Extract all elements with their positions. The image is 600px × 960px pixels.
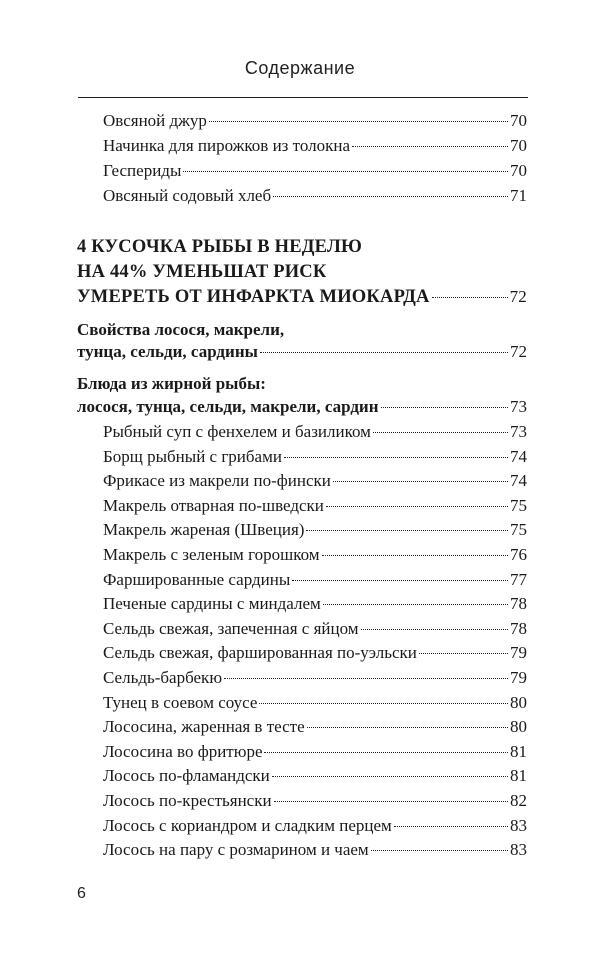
section-title-line: Блюда из жирной рыбы:: [77, 374, 266, 393]
toc-entry: [103, 186, 527, 206]
toc-entry: [103, 717, 527, 737]
toc-entry: [103, 791, 527, 811]
toc-entry-title: Начинка для пирожков из толокна: [103, 136, 351, 155]
chapter-title-line: УМЕРЕТЬ ОТ ИНФАРКТА МИОКАРДА: [77, 287, 430, 307]
dot-leader: [381, 407, 508, 408]
dot-leader: [419, 653, 508, 654]
section-title-line: тунца, сельди, сардины: [77, 342, 258, 361]
dot-leader: [274, 801, 508, 802]
dot-leader: [307, 727, 508, 728]
chapter-page: 72: [509, 287, 527, 306]
toc-entry-title: Лосось по-крестьянски: [103, 791, 272, 810]
toc-entry-page: 80: [510, 692, 527, 712]
section-entry: [77, 342, 527, 362]
toc-entry: [103, 471, 527, 491]
dot-leader: [272, 776, 508, 777]
toc-entry-page: 75: [510, 520, 527, 540]
toc-entry-page: 70: [510, 111, 527, 130]
dot-leader: [273, 196, 508, 197]
dot-leader: [264, 752, 508, 753]
toc-entry-page: 79: [510, 668, 527, 687]
toc-entry-page: 79: [510, 643, 527, 663]
dot-leader: [371, 850, 508, 851]
toc-entry-title: Лососина во фритюре: [103, 741, 263, 761]
toc-entry: [103, 111, 527, 131]
toc-entry-title: Тунец в соевом соусе: [103, 692, 258, 712]
toc-entry: [103, 840, 527, 860]
toc-entry: [103, 447, 527, 467]
toc-entry-title: Лососина, жаренная в тесте: [103, 717, 305, 737]
dot-leader: [284, 457, 508, 458]
dot-leader: [394, 826, 508, 827]
toc-entry-title: Сельдь свежая, запеченная с яйцом: [103, 618, 359, 638]
toc-entry-title: Макрель жареная (Швеция): [103, 520, 305, 540]
toc-entry-page: 74: [510, 446, 527, 466]
dot-leader: [260, 352, 508, 353]
toc-entry-title: Сельдь свежая, фаршированная по-уэльски: [103, 643, 417, 663]
section-entry: [77, 397, 527, 417]
toc-entry: [103, 570, 527, 590]
toc-entry-page: 73: [510, 422, 527, 441]
toc-entry-title: Фрикасе из макрели по-фински: [103, 471, 331, 491]
toc-entry-page: 82: [510, 791, 527, 810]
toc-entry-page: 83: [510, 815, 527, 835]
toc-entry-title: Макрель отварная по-шведски: [103, 495, 324, 515]
dot-leader: [322, 555, 508, 556]
toc-entry-title: Лосось на пару с розмарином и чаем: [103, 840, 369, 860]
toc-entry-title: Фаршированные сардины: [103, 569, 291, 589]
section-title-line: лосося, тунца, сельди, макрели, сардин: [77, 397, 379, 416]
dot-leader: [209, 121, 508, 122]
toc-entry-page: 70: [510, 161, 527, 180]
dot-leader: [352, 146, 508, 147]
dot-leader: [432, 297, 508, 298]
section-title-line: Свойства лосося, макрели,: [77, 320, 285, 339]
toc-entry-page: 78: [510, 594, 527, 614]
dot-leader: [183, 171, 508, 172]
toc-entry-title: Геспериды: [103, 161, 182, 180]
toc-entry-page: 70: [510, 136, 527, 155]
toc-entry: [103, 643, 527, 663]
chapter-title-line: 4 КУСОЧКА РЫБЫ В НЕДЕЛЮ: [77, 237, 362, 257]
dot-leader: [292, 580, 508, 581]
toc-entry: [103, 668, 527, 688]
dot-leader: [323, 604, 508, 605]
chapter-title-line: НА 44% УМЕНЬШАТ РИСК: [77, 262, 327, 282]
toc-entry-page: 77: [510, 569, 527, 589]
toc-entry-page: 71: [510, 186, 527, 205]
toc-entry-page: 74: [510, 471, 527, 491]
toc-entry-page: 75: [510, 495, 527, 515]
toc-entry-title: Борщ рыбный с грибами: [103, 446, 282, 466]
dot-leader: [224, 678, 508, 679]
toc-entry: [103, 594, 527, 614]
toc-entry-page: 76: [510, 545, 527, 564]
toc-entry-title: Печеные сардины с миндалем: [103, 594, 321, 614]
toc-entry-title: Овсяной джур: [103, 111, 207, 130]
toc-entry-page: 81: [510, 741, 527, 761]
dot-leader: [373, 432, 508, 433]
toc-entry: [103, 496, 527, 516]
toc-entry-title: Лосось по-фламандски: [103, 766, 270, 786]
chapter-entry: [77, 287, 527, 308]
toc-entry: [103, 422, 527, 442]
toc-entry-title: Сельдь-барбекю: [103, 668, 223, 687]
toc-entry-title: Рыбный суп с фенхелем и базиликом: [103, 422, 371, 441]
running-header: Содержание: [244, 58, 356, 78]
toc-entry-page: 81: [510, 766, 527, 786]
toc-entry-title: Лосось с кориандром и сладким перцем: [103, 815, 392, 835]
toc-entry: [103, 136, 527, 156]
dot-leader: [306, 530, 508, 531]
toc-entry: [103, 693, 527, 713]
toc-entry-page: 80: [510, 717, 527, 737]
dot-leader: [333, 481, 508, 482]
toc-entry-page: 78: [510, 618, 527, 638]
section-page: 73: [510, 397, 527, 416]
toc-entry: [103, 520, 527, 540]
toc-entry-page: 83: [510, 840, 527, 860]
toc-entry-title: Макрель с зеленым горошком: [103, 545, 320, 564]
toc-entry: [103, 816, 527, 836]
dot-leader: [326, 506, 508, 507]
toc-entry: [103, 619, 527, 639]
toc-entry-title: Овсяный содовый хлеб: [103, 186, 272, 205]
toc-entry: [103, 545, 527, 565]
dot-leader: [361, 629, 508, 630]
toc-entry: [103, 742, 527, 762]
section-page: 72: [510, 342, 527, 361]
page-number: 6: [77, 885, 86, 902]
toc-entry: [103, 766, 527, 786]
toc-entry: [103, 161, 527, 181]
dot-leader: [259, 703, 508, 704]
